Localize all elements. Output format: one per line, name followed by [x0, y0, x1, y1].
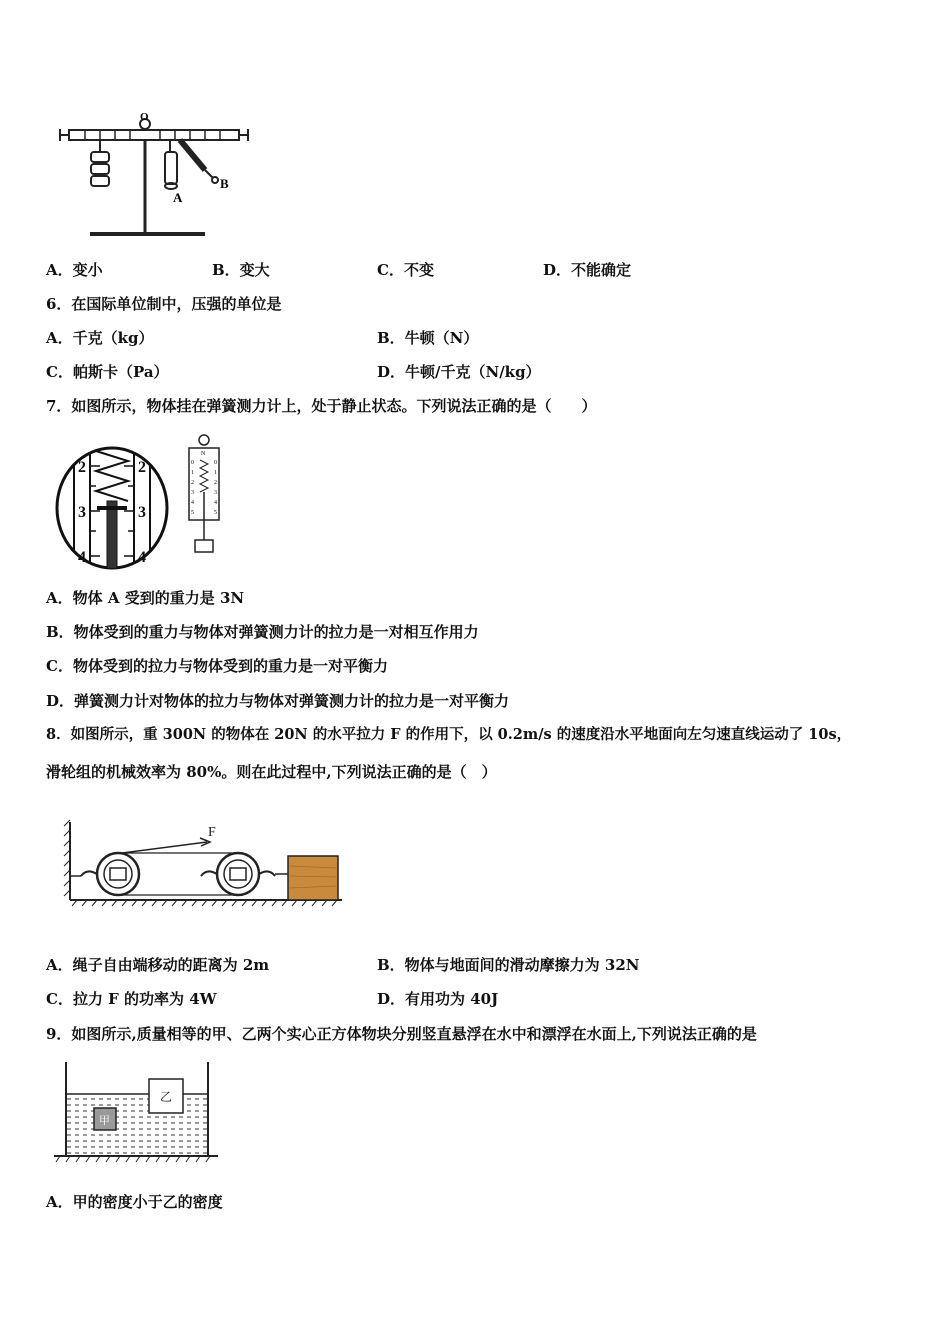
force-f-label: F — [208, 825, 216, 840]
svg-text:1: 1 — [191, 470, 194, 476]
svg-text:4: 4 — [191, 500, 194, 506]
q7-option-b: B．物体受到的重力与物体对弹簧测力计的拉力是一对相互作用力 — [46, 623, 479, 641]
q8-stem-line2: 滑轮组的机械效率为 80%。则在此过程中,下列说法正确的是（ ） — [46, 763, 497, 781]
svg-text:5: 5 — [214, 510, 217, 516]
q6-option-a: A．千克（kg） — [46, 329, 154, 347]
spring-scale-figure — [184, 432, 228, 556]
svg-text:3: 3 — [214, 490, 217, 496]
q9-stem: 9．如图所示,质量相等的甲、乙两个实心正方体物块分别竖直悬浮在水中和漂浮在水面上,下列说法正确的是 — [46, 1025, 757, 1043]
q6-option-b: B．牛顿（N） — [377, 329, 479, 347]
q8-option-a: A．绳子自由端移动的距离为 2m — [46, 956, 270, 974]
spring-scale-a-label: A — [173, 190, 183, 205]
svg-text:2: 2 — [191, 480, 194, 486]
q8-option-b: B．物体与地面间的滑动摩擦力为 32N — [377, 956, 640, 974]
q8-option-d: D．有用功为 40J — [377, 990, 499, 1008]
svg-text:2: 2 — [214, 480, 217, 486]
spring-scale-zoom-figure — [52, 446, 172, 576]
q6-option-c: C．帕斯卡（Pa） — [46, 363, 169, 381]
q6-option-d: D．牛顿/千克（N/kg） — [377, 363, 541, 381]
svg-text:5: 5 — [191, 510, 194, 516]
q5-option-c: C．不变 — [377, 261, 434, 279]
q7-stem: 7．如图所示，物体挂在弹簧测力计上，处于静止状态。下列说法正确的是（ ） — [46, 397, 597, 415]
lever-balance-figure — [55, 112, 255, 242]
q8-stem-line1: 8．如图所示，重 300N 的物体在 20N 的水平拉力 F 的作用下，以 0.2m/s 的速度沿水平地面向左匀速直线运动了 10s， — [46, 726, 852, 743]
zoom-tick-4-right: 4 — [138, 549, 146, 566]
q9-option-a: A．甲的密度小于乙的密度 — [46, 1193, 223, 1211]
zoom-tick-2-left: 2 — [78, 459, 86, 476]
pulley-system-figure — [62, 816, 346, 912]
q7-option-a: A．物体 A 受到的重力是 3N — [46, 589, 245, 607]
q5-option-b: B．变大 — [212, 261, 270, 279]
pivot-label: O — [140, 112, 149, 123]
zoom-tick-4-left: 4 — [78, 549, 86, 566]
q7-option-c: C．物体受到的拉力与物体受到的重力是一对平衡力 — [46, 657, 388, 675]
block-jia-label: 甲 — [99, 1114, 110, 1127]
scale-unit-label: N — [201, 451, 206, 457]
water-tank-figure — [50, 1060, 222, 1166]
zoom-tick-3-left: 3 — [78, 504, 86, 521]
q7-option-d: D．弹簧测力计对物体的拉力与物体对弹簧测力计的拉力是一对平衡力 — [46, 692, 510, 710]
zoom-tick-2-right: 2 — [138, 459, 146, 476]
q6-stem: 6．在国际单位制中，压强的单位是 — [46, 295, 282, 313]
spring-scale-b-label: B — [220, 176, 229, 191]
svg-text:1: 1 — [214, 470, 217, 476]
zoom-tick-3-right: 3 — [138, 504, 146, 521]
svg-text:0: 0 — [191, 460, 194, 466]
block-yi-label: 乙 — [160, 1090, 173, 1104]
q8-option-c: C．拉力 F 的功率为 4W — [46, 990, 217, 1008]
svg-text:0: 0 — [214, 460, 217, 466]
svg-text:4: 4 — [214, 500, 217, 506]
q5-option-a: A．变小 — [46, 261, 103, 279]
svg-text:3: 3 — [191, 490, 194, 496]
q5-option-d: D．不能确定 — [543, 261, 632, 279]
